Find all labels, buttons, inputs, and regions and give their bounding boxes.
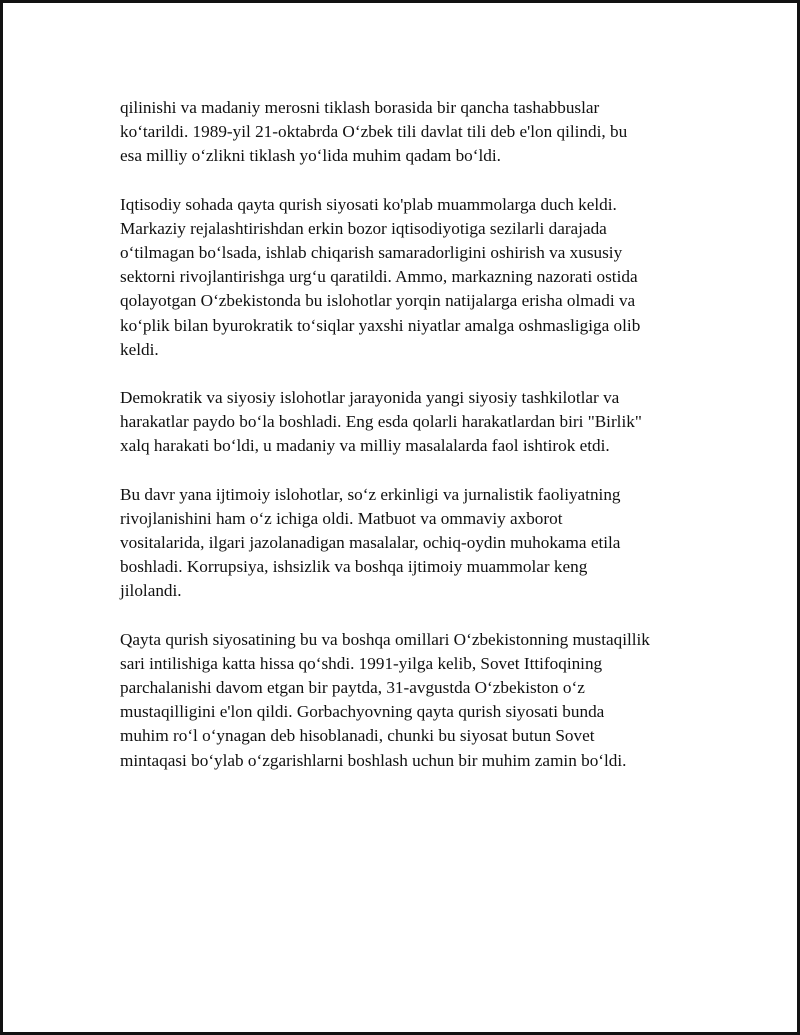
text-line: Iqtisodiy sohada qayta qurish siyosati ko'plab muammolarga duch keldi. [120,194,617,214]
text-line: parchalanishi davom etgan bir paytda, 31-avgustda Oʻzbekiston oʻz [120,678,585,698]
text-line: vositalarida, ilgari jazolanadigan masalalar, ochiq-oydin muhokama etila [120,533,621,553]
text-line: boshladi. Korrupsiya, ishsizlik va boshqa ijtimoiy muammolar keng [120,557,588,577]
text-line: Qayta qurish siyosatining bu va boshqa omillari Oʻzbekistonning mustaqillik [120,629,650,649]
paragraph-5 [120,628,700,773]
text-line: koʻplik bilan byurokratik toʻsiqlar yaxshi niyatlar amalga oshmasligiga olib [120,315,641,335]
text-line: harakatlar paydo boʻla boshladi. Eng esda qolarli harakatlardan biri "Birlik" [120,412,642,432]
text-line: sari intilishiga katta hissa qoʻshdi. 1991-yilga kelib, Sovet Ittifoqining [120,653,603,673]
text-line: xalq harakati boʻldi, u madaniy va milliy masalalarda faol ishtirok etdi. [120,436,610,456]
paragraph-3 [120,386,700,459]
text-line: rivojlanishini ham oʻz ichiga oldi. Matbuot va ommaviy axborot [120,508,563,528]
text-line: qilinishi va madaniy merosni tiklash borasida bir qancha tashabbuslar [120,98,600,117]
text-line: Demokratik va siyosiy islohotlar jarayonida yangi siyosiy tashkilotlar va [120,388,620,408]
text-line: keldi. [120,339,159,359]
text-line: qolayotgan Oʻzbekistonda bu islohotlar yorqin natijalarga erisha olmadi va [120,291,636,311]
text-line: mintaqasi boʻylab oʻzgarishlarni boshlash uchun bir muhim zamin boʻldi. [120,750,627,770]
text-line: Markaziy rejalashtirishdan erkin bozor iqtisodiyotiga sezilarli darajada [120,218,607,238]
text-line: koʻtarildi. 1989-yil 21-oktabrda Oʻzbek tili davlat tili deb e'lon qilindi, bu [120,122,628,142]
paragraph-2 [120,193,700,362]
text-line: esa milliy oʻzlikni tiklash yoʻlida muhim qadam boʻldi. [120,146,501,166]
text-line: sektorni rivojlantirishga urgʻu qaratildi. Ammo, markazning nazorati ostida [120,267,638,287]
paragraph-4 [120,483,700,604]
paragraph-1 [120,96,700,169]
text-line: jilolandi. [120,581,182,601]
document-body [120,96,700,797]
text-line: mustaqilligini e'lon qildi. Gorbachyovning qayta qurish siyosati bunda [120,702,605,722]
text-line: oʻtilmagan boʻlsada, ishlab chiqarish samaradorligini oshirish va xususiy [120,243,623,263]
text-line: Bu davr yana ijtimoiy islohotlar, soʻz erkinligi va jurnalistik faoliyatning [120,484,621,504]
text-line: muhim roʻl oʻynagan deb hisoblanadi, chunki bu siyosat butun Sovet [120,726,595,746]
